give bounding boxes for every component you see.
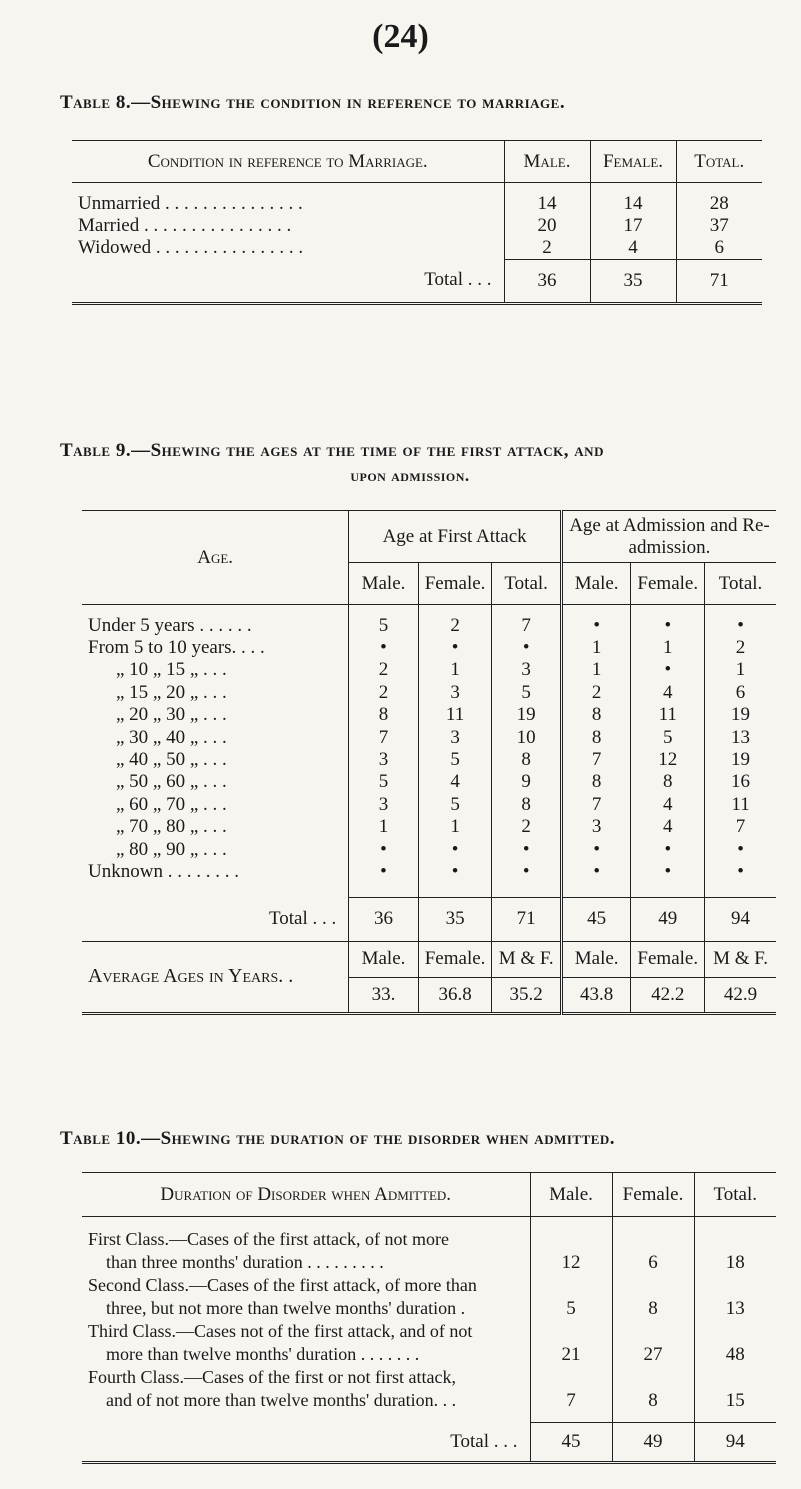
t9-cell: 1 <box>418 659 492 681</box>
t10-row-line2: three, but not more than twelve months' duration . <box>106 1298 466 1318</box>
t9-cell: 3 <box>561 816 631 838</box>
t10-row-line1: Second Class.—Cases of the first attack, of more than <box>88 1275 477 1295</box>
t9-cell: 19 <box>705 704 776 726</box>
t9-cell: 7 <box>561 749 631 771</box>
t9-cell: 4 <box>418 771 492 793</box>
t9-cell: • <box>492 838 562 860</box>
t10-cell: 7 <box>530 1389 612 1413</box>
t9-cell: 43.8 <box>561 977 631 1013</box>
table-row <box>72 193 762 215</box>
t9-cell: 7 <box>492 615 562 637</box>
t9-cell: • <box>631 615 705 637</box>
t9-cell: • <box>631 838 705 860</box>
t9-row-label: „ 15 „ 20 „ . . . <box>116 681 227 703</box>
t9-cell: 35.2 <box>492 977 562 1013</box>
table-row <box>82 861 776 883</box>
t9-cell: 13 <box>705 726 776 748</box>
t10-cell: 21 <box>530 1343 612 1367</box>
t8-cell: 4 <box>590 237 676 260</box>
table-row <box>82 682 776 704</box>
table-row <box>82 1343 776 1367</box>
t9-cell: • <box>418 861 492 883</box>
t9-cell: 11 <box>705 794 776 816</box>
t9-average-label: Average Ages in Years. . <box>88 965 294 988</box>
t8-cell: 14 <box>504 193 590 215</box>
t10-header-total: Total. <box>694 1173 776 1217</box>
table-row <box>82 659 776 681</box>
t9-cell: 12 <box>631 749 705 771</box>
t9-cell: 2 <box>492 816 562 838</box>
t8-total-row <box>72 259 762 303</box>
t9-cell: • <box>705 861 776 883</box>
t9-avg-header: Male. <box>349 941 418 977</box>
t9-cell: • <box>561 615 631 637</box>
t9-cell: 5 <box>631 726 705 748</box>
t8-cell: 36 <box>504 259 590 303</box>
t9-cell: 1 <box>561 637 631 659</box>
t9-cell: 49 <box>631 897 705 941</box>
t9-cell: 1 <box>561 659 631 681</box>
t8-header-female: Female. <box>590 141 676 183</box>
t9-row-label: „ 80 „ 90 „ . . . <box>116 838 227 860</box>
t9-cell: • <box>561 838 631 860</box>
t8-row-label: Unmarried . . . . . . . . . . . . . . . <box>78 192 303 214</box>
t9-cell: • <box>705 615 776 637</box>
table-row <box>82 816 776 838</box>
t8-cell: 14 <box>590 193 676 215</box>
t9-header-first-attack: Age at First Attack <box>349 511 562 563</box>
t9-cell: 4 <box>631 816 705 838</box>
table-row <box>82 749 776 771</box>
t9-header-total: Total. <box>705 563 776 605</box>
t9-row-label: „ 70 „ 80 „ . . . <box>116 816 227 838</box>
table-row <box>82 1367 776 1389</box>
t9-cell: 94 <box>705 897 776 941</box>
t10-cell: 5 <box>530 1297 612 1321</box>
table9-caption-main: Table 9.—Shewing the ages at the time of the first attack, and <box>60 440 604 461</box>
t9-cell: 6 <box>705 682 776 704</box>
t9-avg-header: Female. <box>631 941 705 977</box>
t9-header-female: Female. <box>418 563 492 605</box>
t9-row-label: Unknown . . . . . . . . <box>88 860 239 882</box>
table-row <box>72 215 762 237</box>
t9-cell: • <box>349 838 418 860</box>
t10-cell: 8 <box>612 1297 694 1321</box>
t9-cell: 36 <box>349 897 418 941</box>
t9-cell: • <box>418 637 492 659</box>
t9-cell: • <box>492 637 562 659</box>
t9-cell: • <box>631 659 705 681</box>
t9-cell: • <box>705 838 776 860</box>
t8-cell: 37 <box>676 215 762 237</box>
t10-row-line2: and of not more than twelve months' duration. . . <box>106 1390 457 1410</box>
t9-cell: 36.8 <box>418 977 492 1013</box>
t8-cell: 71 <box>676 259 762 303</box>
t9-cell: 3 <box>349 794 418 816</box>
t8-cell: 2 <box>504 237 590 260</box>
t9-cell: 9 <box>492 771 562 793</box>
t10-row-line1: Third Class.—Cases not of the first attack, and of not <box>88 1321 473 1341</box>
t9-cell: 8 <box>349 704 418 726</box>
t9-header-male: Male. <box>561 563 631 605</box>
table-row <box>82 771 776 793</box>
t8-header-male: Male. <box>504 141 590 183</box>
t9-cell: 1 <box>705 659 776 681</box>
t9-cell: 7 <box>561 794 631 816</box>
t9-cell: 4 <box>631 682 705 704</box>
t9-cell: 2 <box>349 682 418 704</box>
t9-cell: 5 <box>349 771 418 793</box>
t8-row-label: Married . . . . . . . . . . . . . . . . <box>78 214 292 236</box>
table8-caption: Table 8.—Shewing the condition in reference to marriage. <box>60 92 566 113</box>
t10-header-male: Male. <box>530 1173 612 1217</box>
t8-cell: 35 <box>590 259 676 303</box>
t10-row-line2: than three months' duration . . . . . . . . . <box>106 1252 384 1272</box>
table10-caption: Table 10.—Shewing the duration of the disorder when admitted. <box>60 1128 616 1149</box>
t8-cell: 28 <box>676 193 762 215</box>
table9 <box>82 510 776 1015</box>
t9-cell: 1 <box>418 816 492 838</box>
t10-row-line1: Fourth Class.—Cases of the first or not first attack, <box>88 1367 456 1387</box>
t9-row-label: „ 30 „ 40 „ . . . <box>116 726 227 748</box>
table9-caption-sub: upon admission. <box>350 466 470 485</box>
t10-cell: 13 <box>694 1297 776 1321</box>
t9-cell: 3 <box>492 659 562 681</box>
table-row <box>82 1251 776 1275</box>
table8 <box>72 140 762 305</box>
t9-cell: 16 <box>705 771 776 793</box>
t9-cell: 2 <box>418 615 492 637</box>
t9-cell: 8 <box>561 704 631 726</box>
t8-cell: 6 <box>676 237 762 260</box>
t9-cell: • <box>492 861 562 883</box>
t8-row-label: Widowed . . . . . . . . . . . . . . . . <box>78 236 304 258</box>
t9-cell: 1 <box>631 637 705 659</box>
t9-cell: 2 <box>561 682 631 704</box>
t9-cell: • <box>349 861 418 883</box>
t10-cell: 12 <box>530 1251 612 1275</box>
t8-header-condition: Condition in reference to Marriage. <box>72 141 504 183</box>
t9-row-label: „ 40 „ 50 „ . . . <box>116 749 227 771</box>
t10-cell: 8 <box>612 1389 694 1413</box>
t9-cell: 35 <box>418 897 492 941</box>
t8-total-label: Total . . . <box>424 269 492 291</box>
t9-cell: 11 <box>631 704 705 726</box>
t9-cell: 7 <box>349 726 418 748</box>
t9-row-label: „ 60 „ 70 „ . . . <box>116 793 227 815</box>
t9-header-admission: Age at Admission and Re-admission. <box>561 511 776 563</box>
t10-cell: 94 <box>694 1423 776 1463</box>
t9-row-label: „ 10 „ 15 „ . . . <box>116 659 227 681</box>
t9-row-label: „ 50 „ 60 „ . . . <box>116 771 227 793</box>
t9-cell: • <box>631 861 705 883</box>
t9-cell: 8 <box>631 771 705 793</box>
t9-total-row <box>82 897 776 941</box>
t9-cell: 2 <box>349 659 418 681</box>
t9-cell: 71 <box>492 897 562 941</box>
t10-cell: 45 <box>530 1423 612 1463</box>
t9-avg-header: M & F. <box>492 941 562 977</box>
t9-cell: 8 <box>561 726 631 748</box>
t9-avg-header: M & F. <box>705 941 776 977</box>
t10-total-label: Total . . . <box>450 1430 518 1452</box>
t10-header-female: Female. <box>612 1173 694 1217</box>
t9-cell: 42.9 <box>705 977 776 1013</box>
t9-cell: 5 <box>349 615 418 637</box>
table-row <box>82 1297 776 1321</box>
t9-avg-header: Male. <box>561 941 631 977</box>
t9-header-total: Total. <box>492 563 562 605</box>
t9-cell: 42.2 <box>631 977 705 1013</box>
t9-cell: • <box>418 838 492 860</box>
t9-cell: 5 <box>492 682 562 704</box>
table-row <box>82 1229 776 1251</box>
t9-header-male: Male. <box>349 563 418 605</box>
t8-header-total: Total. <box>676 141 762 183</box>
t8-cell: 20 <box>504 215 590 237</box>
t9-cell: 3 <box>349 749 418 771</box>
t9-cell: 5 <box>418 794 492 816</box>
t9-cell: 45 <box>561 897 631 941</box>
t9-row-label: Under 5 years . . . . . . <box>88 614 252 636</box>
t10-row-line1: First Class.—Cases of the first attack, of not more <box>88 1229 449 1249</box>
table9-caption <box>60 440 760 486</box>
t9-cell: 2 <box>705 637 776 659</box>
t9-total-label: Total . . . <box>268 907 337 929</box>
t9-cell: 4 <box>631 794 705 816</box>
t9-cell: • <box>561 861 631 883</box>
t10-cell: 18 <box>694 1251 776 1275</box>
t10-cell: 15 <box>694 1389 776 1413</box>
t10-total-row <box>82 1423 776 1463</box>
page-number: (24) <box>372 18 429 55</box>
t10-row-line2: more than twelve months' duration . . . . . . . <box>106 1344 420 1364</box>
t10-cell: 6 <box>612 1251 694 1275</box>
t10-header-duration: Duration of Disorder when Admitted. <box>82 1173 530 1217</box>
table-row <box>82 1275 776 1297</box>
t9-cell: 19 <box>705 749 776 771</box>
t9-cell: 8 <box>492 794 562 816</box>
t9-avg-header: Female. <box>418 941 492 977</box>
table-row <box>82 704 776 726</box>
t9-cell: 1 <box>349 816 418 838</box>
table-row <box>72 237 762 260</box>
t9-cell: 5 <box>418 749 492 771</box>
table-row <box>82 726 776 748</box>
t9-header-age: Age. <box>82 511 349 605</box>
t9-cell: • <box>349 637 418 659</box>
t10-cell: 49 <box>612 1423 694 1463</box>
table-row <box>82 615 776 637</box>
table-row <box>82 1389 776 1413</box>
table-row <box>82 838 776 860</box>
table-row <box>82 1321 776 1343</box>
table-row <box>82 794 776 816</box>
t9-cell: 8 <box>492 749 562 771</box>
t9-row-label: „ 20 „ 30 „ . . . <box>116 704 227 726</box>
table10 <box>82 1172 776 1464</box>
t8-cell: 17 <box>590 215 676 237</box>
t9-cell: 11 <box>418 704 492 726</box>
t9-cell: 10 <box>492 726 562 748</box>
t9-cell: 3 <box>418 682 492 704</box>
t9-cell: 19 <box>492 704 562 726</box>
t9-cell: 33. <box>349 977 418 1013</box>
t9-cell: 7 <box>705 816 776 838</box>
t10-cell: 27 <box>612 1343 694 1367</box>
t10-cell: 48 <box>694 1343 776 1367</box>
t9-cell: 3 <box>418 726 492 748</box>
t9-header-female: Female. <box>631 563 705 605</box>
t9-cell: 8 <box>561 771 631 793</box>
t9-row-label: From 5 to 10 years. . . . <box>88 637 265 659</box>
table-row <box>82 637 776 659</box>
